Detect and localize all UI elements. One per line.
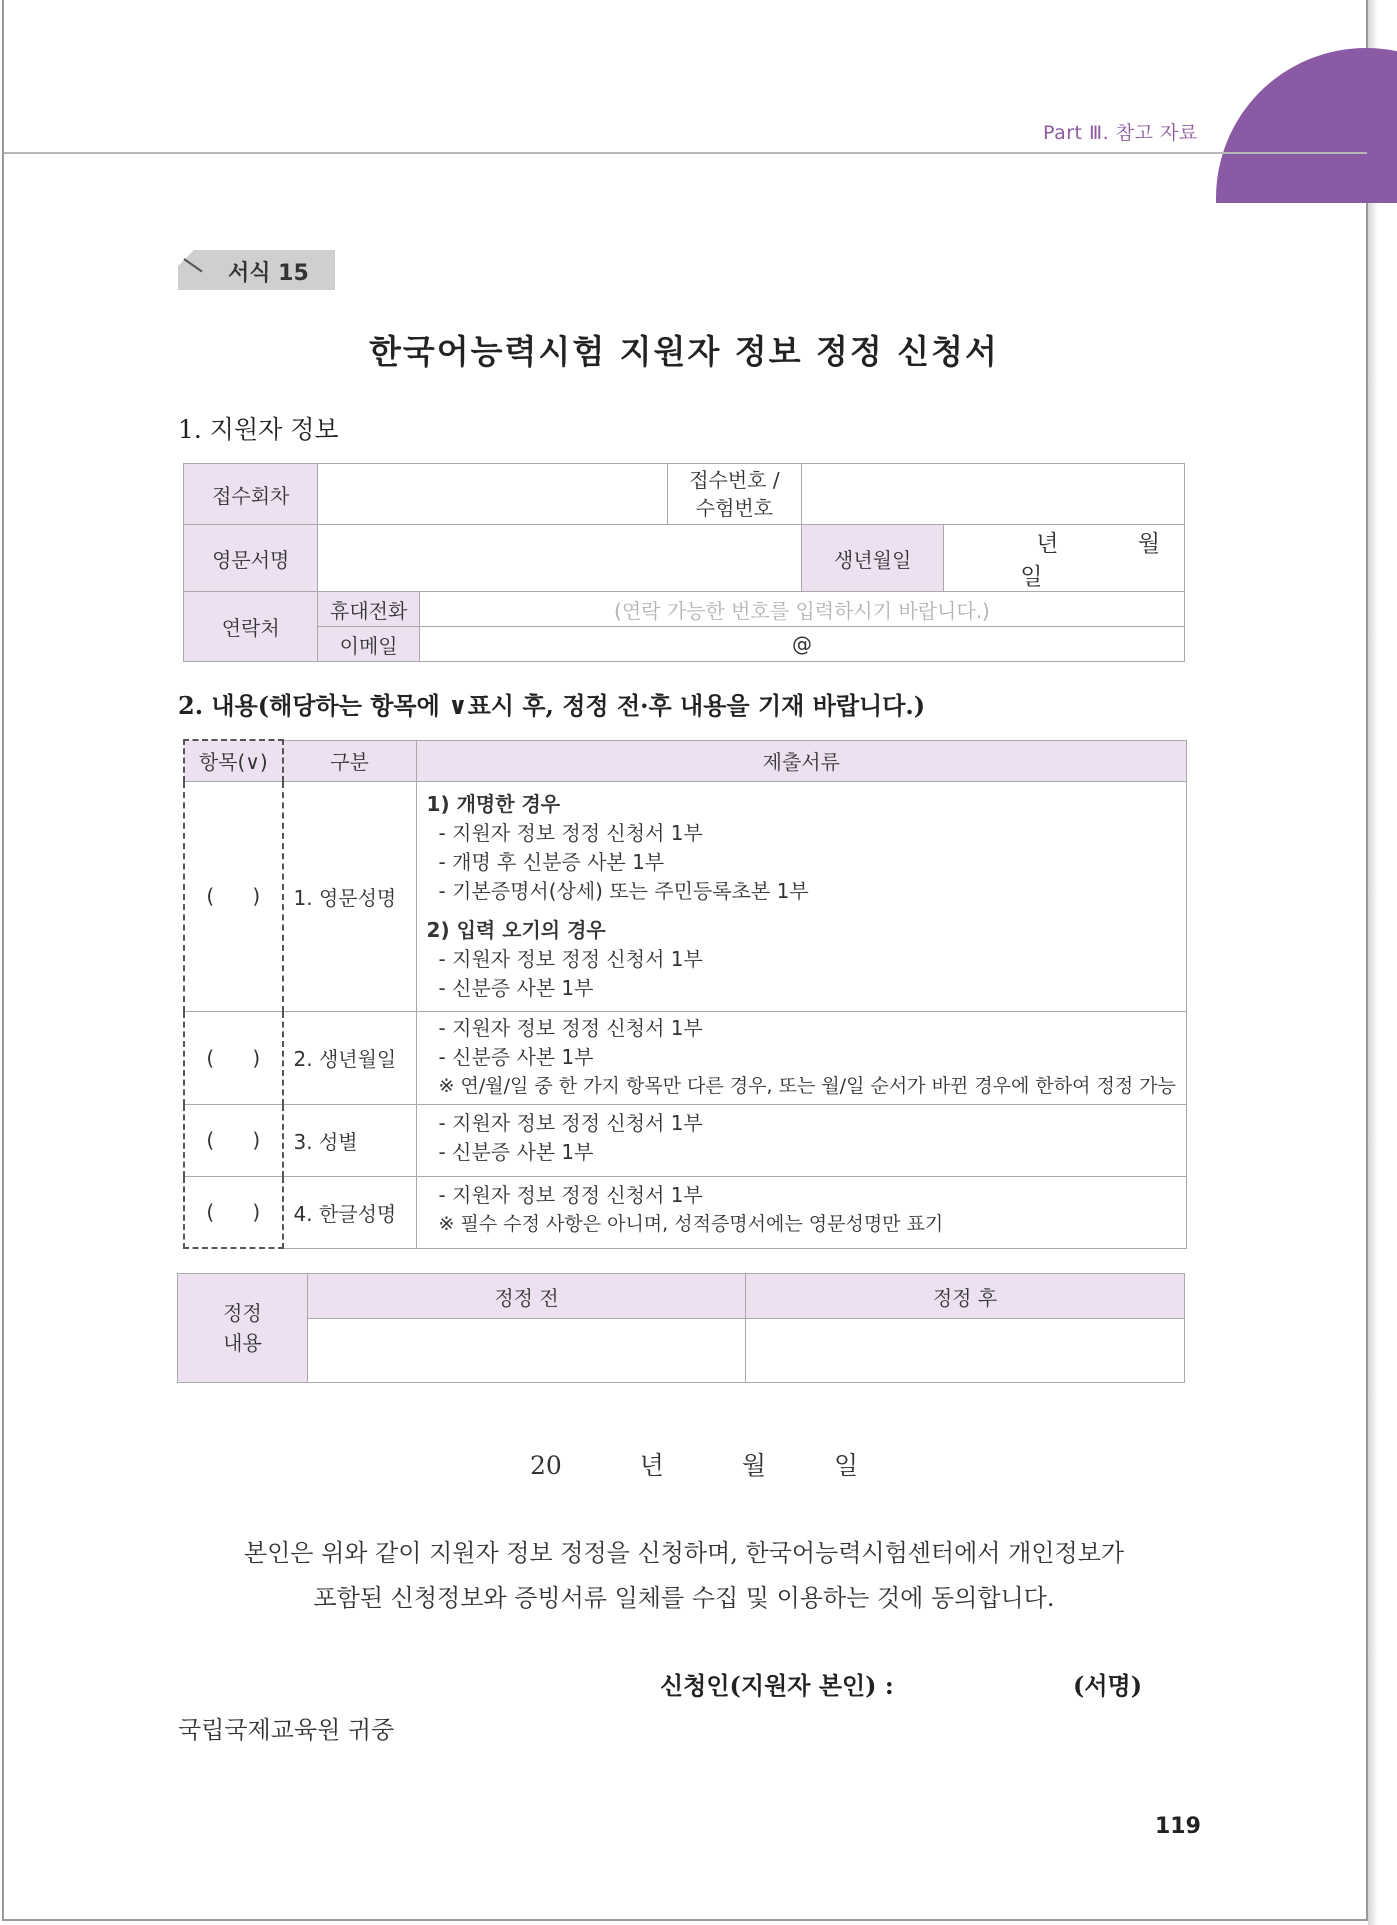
header-rule (4, 152, 1367, 154)
email-label: 이메일 (318, 627, 419, 662)
col-category-header: 구분 (283, 740, 417, 781)
date-month-unit: 월 (741, 1451, 767, 1480)
form-number: 서식 15 (228, 261, 309, 286)
reg-no-field[interactable] (802, 464, 1185, 525)
consent-line-1: 본인은 위와 같이 지원자 정보 정정을 신청하며, 한국어능력시험센터에서 개인정보가 (243, 1539, 1125, 1567)
checkbox-gender[interactable]: ( ) (184, 1104, 283, 1176)
birth-month-unit: 월 (1137, 531, 1161, 557)
checkbox-kor-name[interactable]: ( ) (184, 1176, 283, 1248)
correction-label (178, 1274, 308, 1383)
docs-note: ※ 필수 수정 사항은 아니며, 성적증명서에는 영문성명만 표기 (438, 1212, 944, 1235)
addressee: 국립국제교육원 귀중 (178, 1716, 395, 1744)
category-gender: 3. 성별 (283, 1104, 417, 1176)
checkbox-birth[interactable]: ( ) (184, 1011, 283, 1104)
birth-year-unit: 년 (1036, 531, 1059, 557)
docs-sub-heading: 1) 개명한 경우 (426, 791, 561, 816)
eng-name-label: 영문서명 (184, 525, 318, 592)
category-eng-name: 1. 영문성명 (283, 781, 417, 1011)
docs-kor-name (416, 1176, 1186, 1248)
reg-no-label-line2: 수험번호 (695, 496, 774, 520)
docs-eng-name (416, 781, 1186, 1011)
category-kor-name: 4. 한글성명 (283, 1176, 417, 1248)
running-header: Part Ⅲ. 참고 자료 (1043, 122, 1198, 144)
docs-item: - 지원자 정보 정정 신청서 1부 (438, 1182, 703, 1207)
section1-heading: 1. 지원자 정보 (178, 415, 339, 444)
checkbox-eng-name[interactable]: ( ) (184, 781, 283, 1011)
form-number-badge (178, 250, 335, 290)
col-item-header: 항목(∨) (184, 740, 283, 781)
before-header: 정정 전 (308, 1274, 746, 1319)
email-field[interactable]: @ (419, 627, 1184, 662)
birth-field[interactable] (944, 525, 1185, 592)
date-year-unit: 년 (639, 1451, 664, 1480)
signature-label: (서명) (1073, 1671, 1143, 1700)
docs-item: - 지원자 정보 정정 신청서 1부 (438, 946, 703, 971)
docs-item: - 신분증 사본 1부 (438, 1139, 594, 1164)
correction-content-table (177, 1273, 1185, 1383)
mobile-label: 휴대전화 (318, 592, 419, 627)
mobile-field[interactable]: (연락 가능한 번호를 입력하시기 바랍니다.) (419, 592, 1184, 627)
consent-line-2: 포함된 신청정보와 증빙서류 일체를 수집 및 이용하는 것에 동의합니다. (313, 1584, 1055, 1612)
after-header: 정정 후 (746, 1274, 1185, 1319)
page-edge-shadow (1368, 0, 1378, 1925)
section2-heading: 2. 내용(해당하는 항목에 ∨표시 후, 정정 전·후 내용을 기재 바랍니다.) (178, 691, 926, 720)
date-year-prefix: 20 (530, 1451, 562, 1480)
reg-no-label-line1: 접수번호 / (689, 468, 780, 492)
docs-item: - 신분증 사본 1부 (438, 975, 594, 1000)
docs-item: - 신분증 사본 1부 (438, 1044, 594, 1069)
col-docs-header: 제출서류 (416, 740, 1186, 781)
correction-label-line1: 정정 (223, 1301, 262, 1325)
correction-label-line2: 내용 (223, 1331, 262, 1355)
birth-day-unit: 일 (1020, 564, 1043, 590)
session-label: 접수회차 (184, 464, 318, 525)
applicant-label: 신청인(지원자 본인) : (660, 1671, 894, 1700)
category-birth: 2. 생년월일 (283, 1011, 417, 1104)
date-day-unit: 일 (833, 1451, 859, 1480)
docs-item: - 기본증명서(상세) 또는 주민등록초본 1부 (438, 878, 809, 903)
session-field[interactable] (318, 464, 667, 525)
docs-birth (416, 1011, 1186, 1104)
docs-item: - 지원자 정보 정정 신청서 1부 (438, 1110, 703, 1135)
birth-label: 생년월일 (802, 525, 944, 592)
page-number: 119 (1155, 1814, 1201, 1839)
docs-sub-heading: 2) 입력 오기의 경우 (426, 917, 606, 942)
document-title: 한국어능력시험 지원자 정보 정정 신청서 (369, 332, 999, 371)
before-field[interactable] (308, 1319, 746, 1383)
contact-label: 연락처 (184, 592, 318, 662)
reg-no-label (667, 464, 801, 525)
docs-item: - 지원자 정보 정정 신청서 1부 (438, 1015, 703, 1040)
applicant-info-table (183, 463, 1185, 662)
eng-name-field[interactable] (318, 525, 802, 592)
docs-item: - 지원자 정보 정정 신청서 1부 (438, 820, 703, 845)
docs-gender (416, 1104, 1186, 1176)
correction-items-table (183, 739, 1187, 1249)
docs-item: - 개명 후 신분증 사본 1부 (438, 849, 665, 874)
date-line (530, 1446, 858, 1482)
after-field[interactable] (746, 1319, 1185, 1383)
docs-note: ※ 연/월/일 중 한 가지 항목만 다른 경우, 또는 월/일 순서가 바뀐 경우에 한하여 정정 가능 (438, 1074, 1176, 1097)
